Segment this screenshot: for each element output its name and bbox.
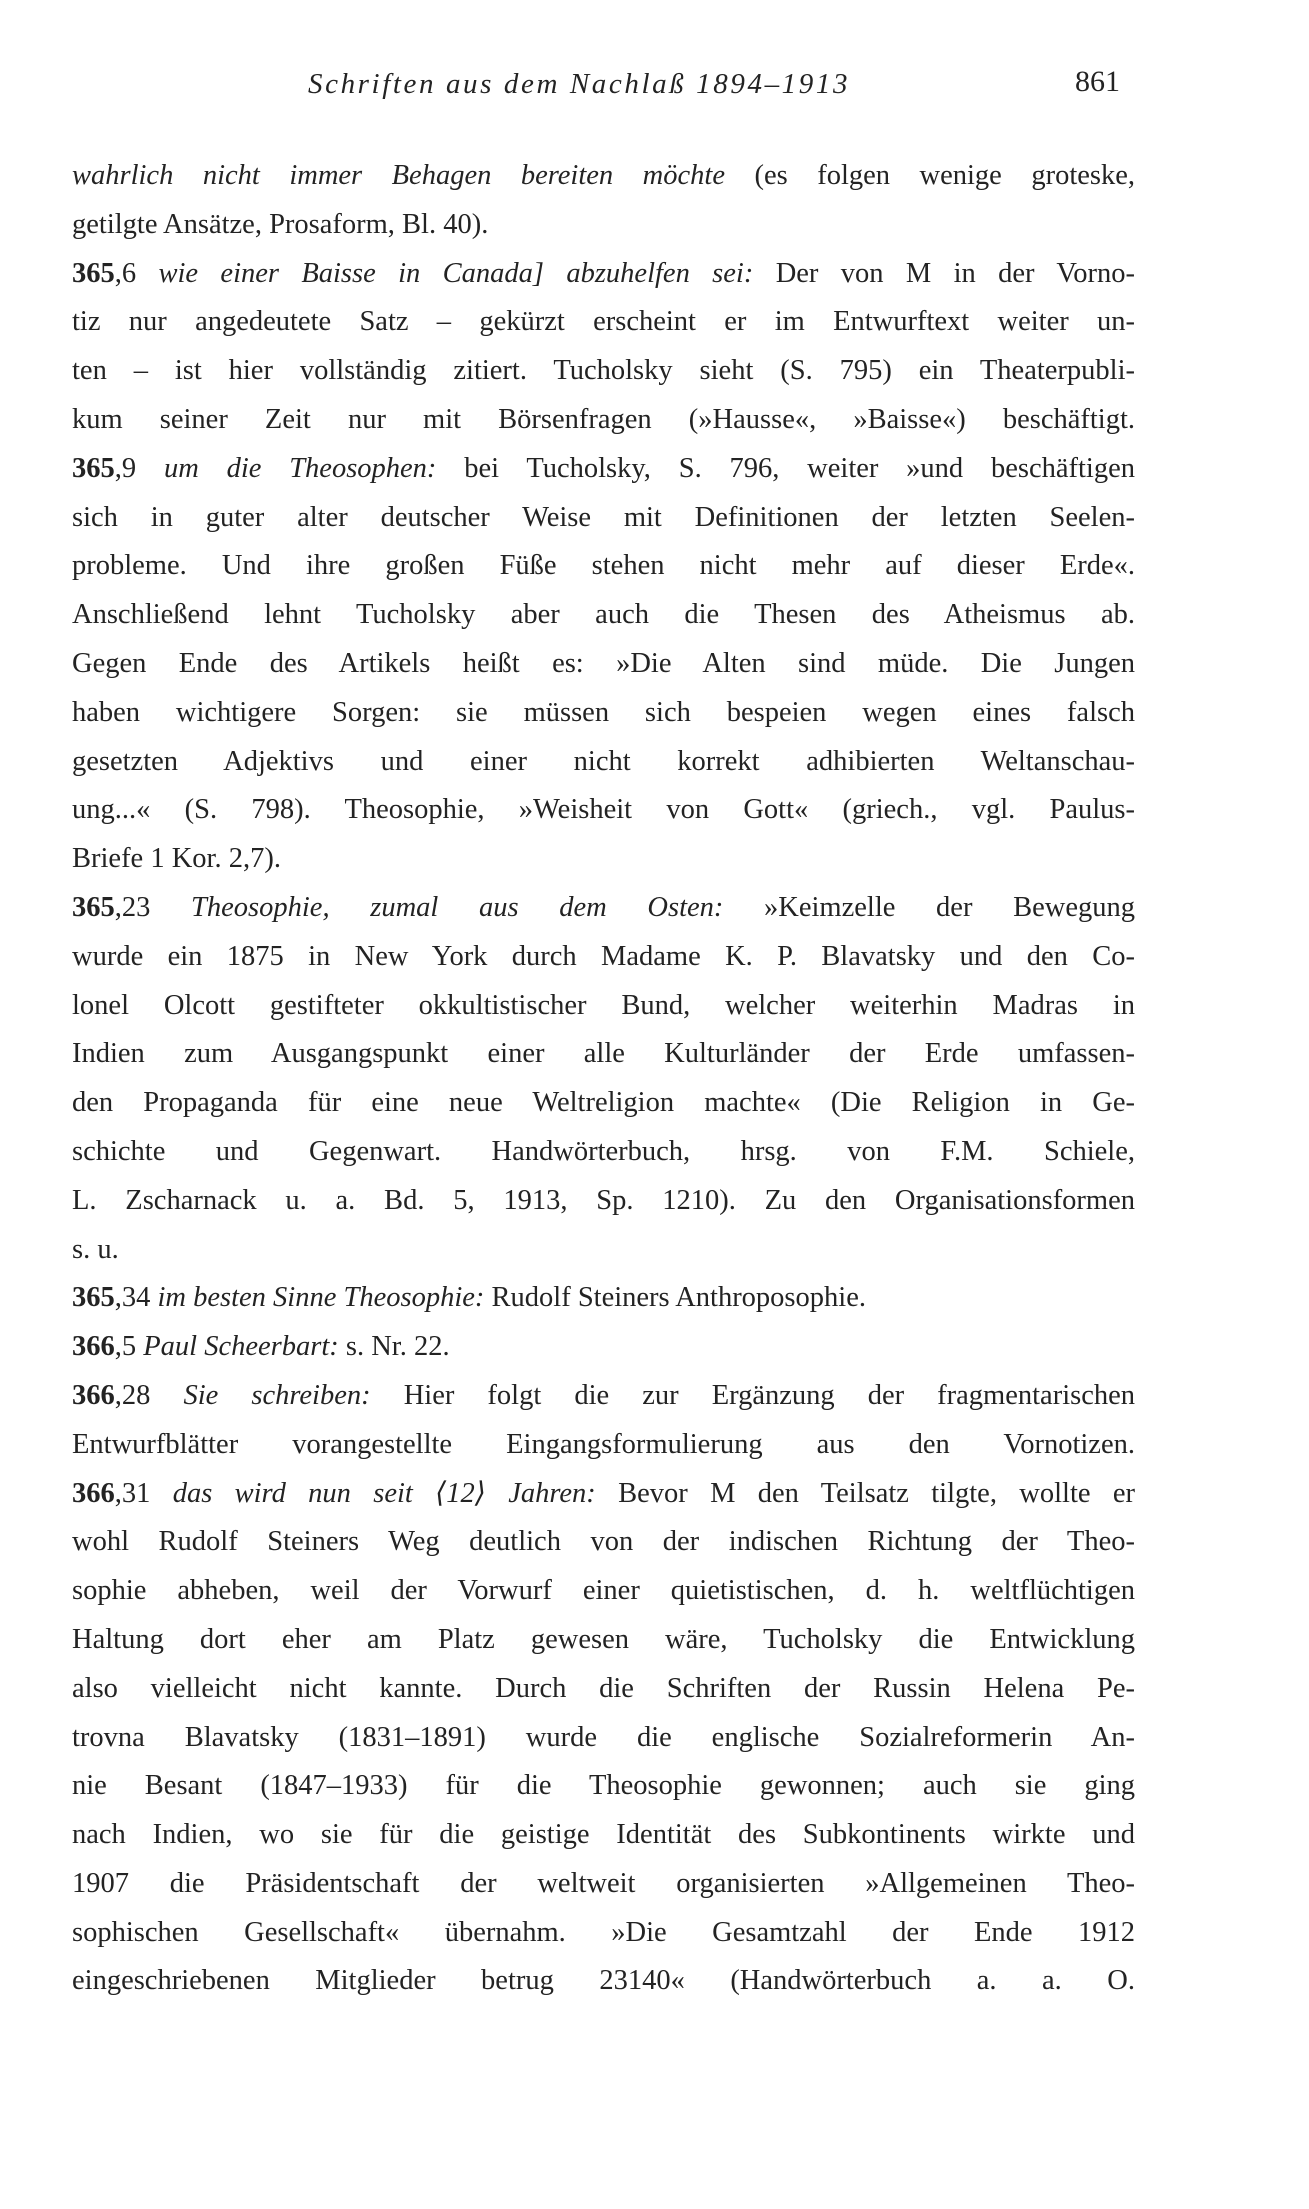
text-line <box>72 1470 1135 1519</box>
text-line <box>72 1323 1135 1372</box>
commentary-text: Anschließend lehnt Tucholsky aber auch die Thesen des Atheismus ab. <box>72 599 1135 631</box>
commentary-text: (es folgen wenige groteske, <box>724 160 1135 191</box>
commentary-text: wohl Rudolf Steiners Weg deutlich von der indischen Richtung der Theo- <box>72 1526 1135 1558</box>
lemma-number: 365 <box>72 1282 115 1314</box>
text-line <box>72 1665 1135 1714</box>
commentary-text: Hier folgt die zur Ergänzung der fragmentarischen <box>370 1379 1135 1411</box>
lemma-number: 365 <box>72 891 115 923</box>
text-line <box>72 1762 1135 1811</box>
lemma-text: um die Theosophen: <box>163 452 437 484</box>
commentary-text: wurde ein 1875 in New York durch Madame K. P. Blavatsky und den Co- <box>72 940 1135 972</box>
text-line <box>72 982 1135 1031</box>
commentary-text: schichte und Gegenwart. Handwörterbuch, hrsg. von F.M. Schiele, <box>72 1135 1135 1167</box>
commentary-text: Entwurfblätter vorangestellte Eingangsformulierung aus den Vornotizen. <box>72 1428 1135 1460</box>
commentary-text: also vielleicht nicht kannte. Durch die Schriften der Russin Helena Pe- <box>72 1672 1135 1704</box>
commentary-text: sophie abheben, weil der Vorwurf einer quietistischen, d. h. weltflüchtigen <box>72 1575 1135 1607</box>
commentary-text: probleme. Und ihre großen Füße stehen nicht mehr auf dieser Erde«. <box>72 550 1135 582</box>
text-line <box>72 835 1135 884</box>
commentary-text: ,6 <box>114 257 159 289</box>
text-line <box>72 1567 1135 1616</box>
commentary-text: Haltung dort eher am Platz gewesen wäre, Tucholsky die Entwicklung <box>72 1623 1135 1655</box>
text-line <box>72 689 1135 738</box>
commentary-text: L. Zscharnack u. a. Bd. 5, 1913, Sp. 1210). Zu den Organisationsformen <box>72 1184 1135 1216</box>
commentary-text: kum seiner Zeit nur mit Börsenfragen (»Hausse«, »Baisse«) beschäftigt. <box>72 403 1135 435</box>
text-line <box>72 1909 1135 1958</box>
lemma-text: Paul Scheerbart: <box>143 1331 339 1363</box>
text-line <box>72 396 1135 445</box>
text-line <box>72 542 1135 591</box>
text-line <box>72 250 1135 299</box>
text-line <box>72 298 1135 347</box>
text-line <box>72 884 1135 933</box>
text-line <box>72 1177 1135 1226</box>
commentary-text: nach Indien, wo sie für die geistige Identität des Subkontinents wirkte und <box>72 1819 1135 1851</box>
page-number: 861 <box>1075 65 1120 98</box>
commentary-text: s. Nr. 22. <box>338 1331 450 1363</box>
text-line <box>72 1957 1135 2006</box>
lemma-text: das wird nun seit ⟨12⟩ Jahren: <box>172 1477 596 1509</box>
commentary-text: sophischen Gesellschaft« übernahm. »Die Gesamtzahl der Ende 1912 <box>72 1916 1135 1948</box>
text-line <box>72 738 1135 787</box>
commentary-text: lonel Olcott gestifteter okkultistischer Bund, welcher weiterhin Madras in <box>72 989 1135 1021</box>
commentary-text: eingeschriebenen Mitglieder betrug 23140« (Handwörterbuch a. a. O. <box>72 1965 1135 1997</box>
text-line <box>72 1616 1135 1665</box>
lemma-text: im besten Sinne Theosophie: <box>157 1282 485 1314</box>
commentary-text: s. u. <box>72 1233 119 1265</box>
commentary-text: ,28 <box>114 1379 184 1411</box>
lemma-number: 366 <box>72 1379 115 1411</box>
commentary-text: Rudolf Steiners Anthroposophie. <box>484 1282 866 1314</box>
commentary-body <box>72 152 1135 2006</box>
lemma-text: wie einer Baisse in Canada] abzuhelfen sei: <box>158 257 754 289</box>
text-line <box>72 152 1135 201</box>
commentary-text: ,5 <box>114 1331 144 1363</box>
commentary-text: sich in guter alter deutscher Weise mit Definitionen der letzten Seelen- <box>72 501 1135 533</box>
lemma-text: wahrlich nicht immer Behagen bereiten möchte <box>72 160 725 191</box>
commentary-text: ,23 <box>114 891 192 923</box>
running-head: Schriften aus dem Nachlaß 1894–1913 <box>308 68 851 100</box>
lemma-number: 366 <box>72 1477 115 1509</box>
commentary-text: ,34 <box>114 1282 158 1314</box>
commentary-text: haben wichtigere Sorgen: sie müssen sich bespeien wegen eines falsch <box>72 696 1135 728</box>
text-line <box>72 1274 1135 1323</box>
commentary-text: ,31 <box>114 1477 173 1509</box>
commentary-text: ung...« (S. 798). Theosophie, »Weisheit von Gott« (griech., vgl. Paulus- <box>72 794 1135 826</box>
text-line <box>72 494 1135 543</box>
text-line <box>72 786 1135 835</box>
commentary-text: »Keimzelle der Bewegung <box>723 891 1135 923</box>
text-line <box>72 1030 1135 1079</box>
lemma-number: 365 <box>72 257 115 289</box>
commentary-text: tiz nur angedeutete Satz – gekürzt erscheint er im Entwurftext weiter un- <box>72 306 1135 338</box>
text-line <box>72 640 1135 689</box>
text-line <box>72 933 1135 982</box>
lemma-number: 365 <box>72 452 115 484</box>
commentary-text: Der von M in der Vorno- <box>753 257 1135 289</box>
commentary-text: gesetzten Adjektivs und einer nicht korrekt adhibierten Weltanschau- <box>72 745 1135 777</box>
commentary-text: Gegen Ende des Artikels heißt es: »Die Alten sind müde. Die Jungen <box>72 647 1135 679</box>
commentary-text: getilgte Ansätze, Prosaform, Bl. 40). <box>72 208 489 240</box>
commentary-text: den Propaganda für eine neue Weltreligion machte« (Die Religion in Ge- <box>72 1087 1135 1119</box>
commentary-text: ten – ist hier vollständig zitiert. Tucholsky sieht (S. 795) ein Theaterpubli- <box>72 355 1135 387</box>
commentary-text: Indien zum Ausgangspunkt einer alle Kulturländer der Erde umfassen- <box>72 1038 1135 1070</box>
text-line <box>72 445 1135 494</box>
text-line <box>72 1421 1135 1470</box>
text-line <box>72 1714 1135 1763</box>
text-line <box>72 1226 1135 1275</box>
commentary-text: trovna Blavatsky (1831–1891) wurde die englische Sozialreformerin An- <box>72 1721 1135 1753</box>
commentary-text: 1907 die Präsidentschaft der weltweit organisierten »Allgemeinen Theo- <box>72 1867 1135 1899</box>
commentary-text: nie Besant (1847–1933) für die Theosophie gewonnen; auch sie ging <box>72 1770 1135 1802</box>
lemma-text: Sie schreiben: <box>183 1379 371 1411</box>
text-line <box>72 1372 1135 1421</box>
text-line <box>72 1860 1135 1909</box>
text-line <box>72 1811 1135 1860</box>
commentary-text: ,9 <box>114 452 164 484</box>
commentary-text: Briefe 1 Kor. 2,7). <box>72 843 281 875</box>
lemma-number: 366 <box>72 1331 115 1363</box>
commentary-text: Bevor M den Teilsatz tilgte, wollte er <box>595 1477 1135 1509</box>
text-line <box>72 1079 1135 1128</box>
text-line <box>72 591 1135 640</box>
text-line <box>72 1128 1135 1177</box>
lemma-text: Theosophie, zumal aus dem Osten: <box>191 891 724 923</box>
text-line <box>72 201 1135 250</box>
text-line <box>72 347 1135 396</box>
text-line <box>72 1518 1135 1567</box>
commentary-text: bei Tucholsky, S. 796, weiter »und beschäftigen <box>436 452 1135 484</box>
